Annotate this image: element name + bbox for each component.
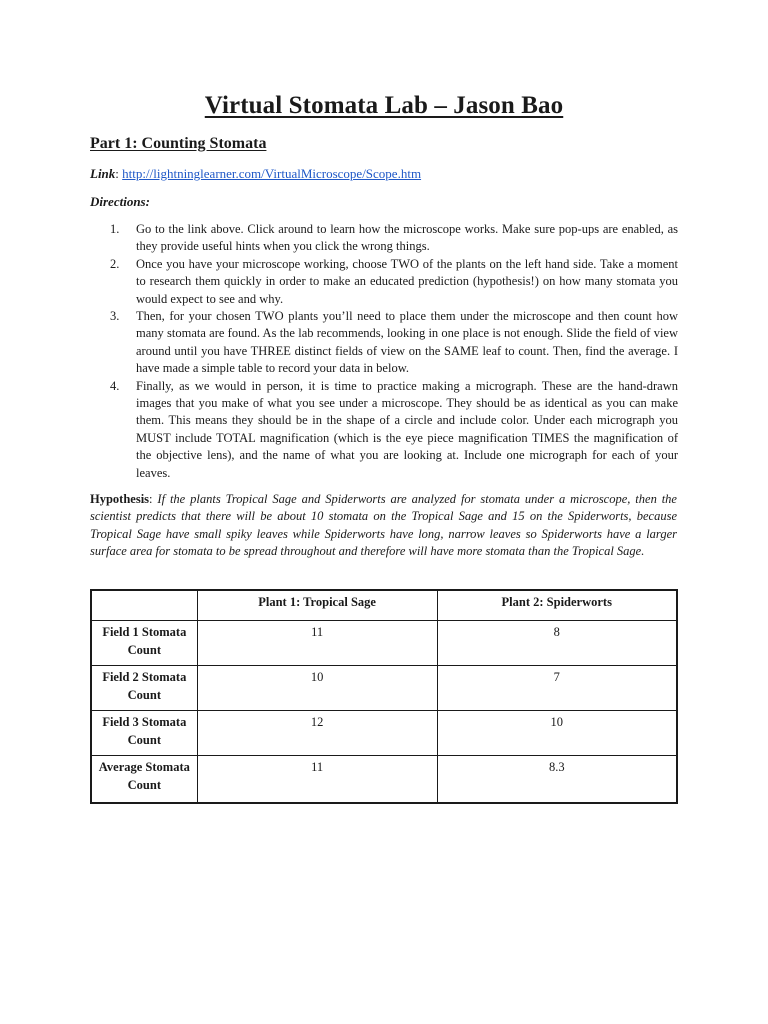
list-item-text: Once you have your microscope working, choose TWO of the plants on the left hand side. Take a moment to research them quickly in order to make an educated prediction (hypothesis!) on how many stomata you would expect to see and why.	[136, 256, 678, 306]
link-line	[90, 166, 421, 182]
table-row	[91, 711, 677, 756]
link-label: Link	[90, 166, 116, 181]
stomata-data-table	[90, 589, 678, 804]
list-item-text: Finally, as we would in person, it is time to practice making a micrograph. These are the hand-drawn images that you make of what you see under a microscope. They should be as identical as you can make them. This means they should be in the shape of a circle and include color. Under each micrograph you MUST include TOTAL magnification (which is the eye piece magnification TIMES the magnification of the objective lens), and the name of what you are looking at. Include one micrograph for each of your leaves.	[136, 378, 678, 480]
hypothesis-separator: :	[149, 492, 158, 506]
table-header-row	[91, 590, 677, 621]
table-row	[91, 666, 677, 711]
plant-1-average: 11	[197, 756, 437, 804]
table-header-plant-1: Plant 1: Tropical Sage	[197, 590, 437, 621]
hypothesis-label: Hypothesis	[90, 492, 150, 506]
hypothesis-text: If the plants Tropical Sage and Spiderworts are analyzed for stomata under a microscope, then the scientist predicts that there will be about 10 stomata on the Tropical Sage and 15 on the Spiderworts, because Tropical Sage have small spiky leaves while Spiderworts have long, narrow leaves so Spiderworts have a larger surface area for stomata to be spread throughout and therefore will have more stomata than the Tropical Sage.	[90, 492, 677, 559]
directions-list	[110, 221, 678, 482]
list-item-text: Then, for your chosen TWO plants you’ll need to place them under the microscope and then count how many stomata are found. As the lab recommends, looking in one place is not enough. Slide the field of view around until you have THREE distinct fields of view on the SAME leaf to count. Then, find the average. I have made a simple table to record your data in below.	[136, 309, 678, 376]
list-item	[110, 256, 678, 308]
plant-1-count: 10	[197, 666, 437, 711]
list-item-number: 3.	[110, 309, 120, 324]
table-header-plant-2: Plant 2: Spiderworts	[437, 590, 677, 621]
plant-2-count: 10	[437, 711, 677, 756]
plant-2-count: 7	[437, 666, 677, 711]
plant-1-count: 11	[197, 621, 437, 666]
table-row	[91, 621, 677, 666]
list-item-number: 4.	[110, 378, 120, 393]
list-item	[110, 378, 678, 482]
plant-1-count: 12	[197, 711, 437, 756]
row-label: Average Stomata Count	[91, 756, 197, 804]
directions-label: Directions:	[90, 194, 150, 209]
hypothesis-paragraph	[90, 491, 677, 561]
link-separator: :	[115, 166, 119, 181]
list-item-number: 1.	[110, 222, 120, 236]
page-title: Virtual Stomata Lab – Jason Bao	[204, 92, 564, 119]
row-label: Field 1 Stomata Count	[91, 621, 197, 666]
list-item	[110, 308, 678, 378]
plant-2-average: 8.3	[437, 756, 677, 804]
microscope-link[interactable]: http://lightninglearner.com/VirtualMicroscope/Scope.htm	[122, 166, 422, 181]
list-item-text: Go to the link above. Click around to learn how the microscope works. Make sure pop-ups are enabled, as they provide useful hints when you click the wrong things.	[136, 222, 678, 254]
row-label: Field 3 Stomata Count	[91, 711, 197, 756]
row-label: Field 2 Stomata Count	[91, 666, 197, 711]
plant-2-count: 8	[437, 621, 677, 666]
list-item	[110, 221, 678, 256]
table-header-empty	[91, 590, 197, 621]
part-1-heading: Part 1: Counting Stomata	[90, 135, 267, 152]
table-row	[91, 756, 677, 804]
list-item-number: 2.	[110, 256, 120, 271]
